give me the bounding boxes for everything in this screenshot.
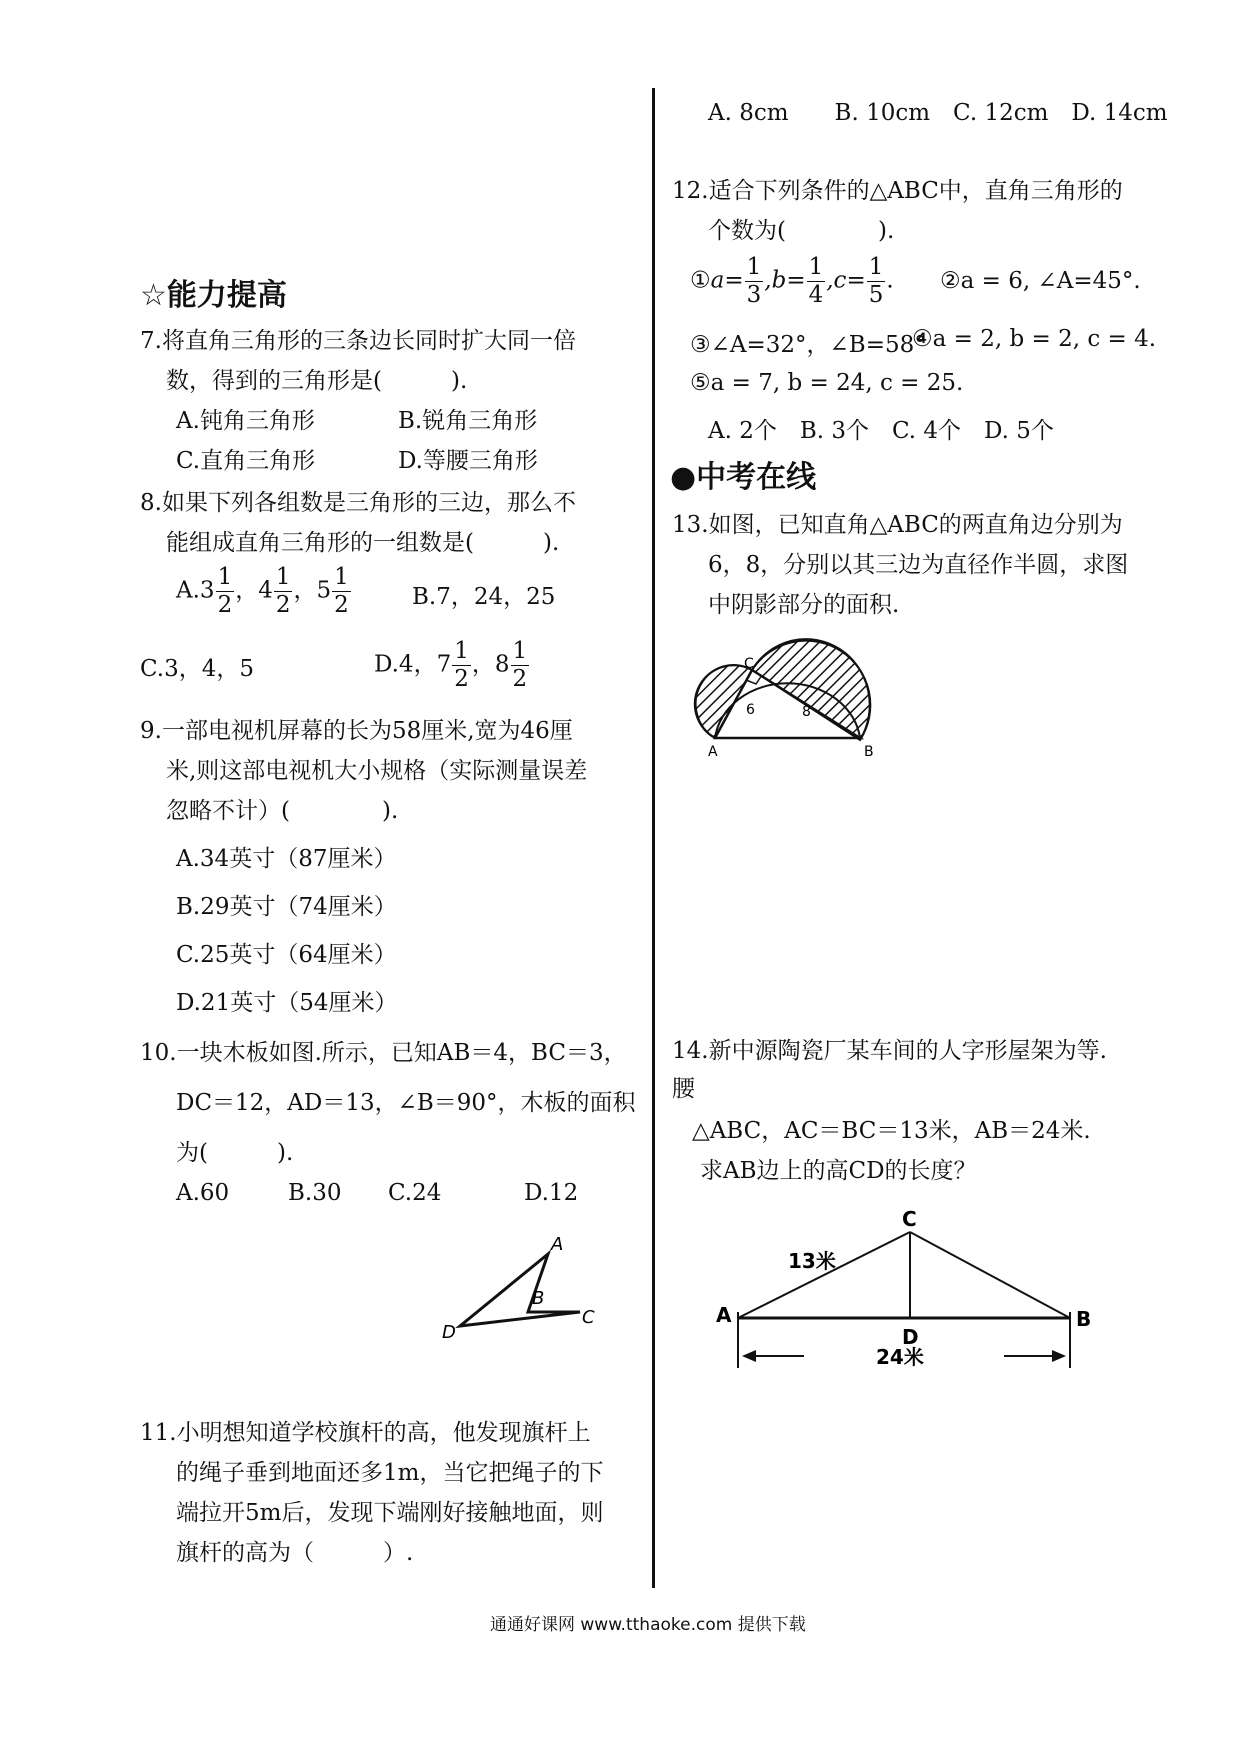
board-outline bbox=[460, 1254, 580, 1326]
q9-option-d: D.21英寸（54厘米） bbox=[176, 990, 398, 1016]
q11-stem-line2: 的绳子垂到地面还多1m，当它把绳子的下 bbox=[176, 1460, 604, 1486]
q12-condition-1: ①a= $\frac{1}{3}$ ,b= $\frac{1}{4}$ ,c= $\frac{1}{5}$ . bbox=[690, 254, 894, 308]
q12-condition-3: ③∠A=32°，∠B=58° bbox=[690, 332, 926, 358]
base-length-label: 24米 bbox=[876, 1345, 924, 1369]
fraction: $\frac{1}{2}$ bbox=[454, 638, 469, 692]
q14-stem-line4: 求AB边上的高CD的长度？ bbox=[700, 1158, 977, 1184]
q13-stem-line2: 6，8，分别以其三边为直径作半圆，求图 bbox=[708, 552, 1129, 578]
label-a: A bbox=[551, 1234, 564, 1255]
label-a: A bbox=[716, 1303, 732, 1327]
label-b: B bbox=[1076, 1307, 1092, 1331]
q9-stem-line2: 米,则这部电视机大小规格（实际测量误差 bbox=[166, 758, 588, 784]
label-c: C bbox=[744, 656, 754, 672]
q9-option-b: B.29英寸（74厘米） bbox=[176, 894, 397, 920]
q10-figure-board bbox=[430, 1232, 620, 1352]
q12-condition-4: ④a = 2, b = 2, c = 4. bbox=[912, 326, 1157, 352]
section-title-ability: ☆能力提高 bbox=[140, 278, 287, 313]
q13-figure-semicircles bbox=[680, 622, 900, 772]
fraction: $\frac{1}{4}$ bbox=[808, 254, 824, 308]
q14-stem-line3: △ABC，AC＝BC＝13米，AB＝24米. bbox=[692, 1118, 1091, 1144]
q10-option-a: A.60 bbox=[176, 1180, 230, 1206]
q10-option-c: C.24 bbox=[388, 1180, 442, 1206]
label-b: B bbox=[532, 1288, 545, 1309]
q12-stem-line1: 12.适合下列条件的△ABC中，直角三角形的 bbox=[672, 178, 1123, 204]
q8-option-b: B.7，24，25 bbox=[412, 584, 556, 610]
side-label-6: 6 bbox=[746, 702, 755, 718]
q11-stem-line4: 旗杆的高为（ ）. bbox=[176, 1540, 414, 1566]
side-bc bbox=[910, 1232, 1070, 1318]
side-length-label: 13米 bbox=[788, 1249, 836, 1273]
fraction: $\frac{1}{2}$ bbox=[512, 638, 528, 692]
shaded-lune-right bbox=[752, 641, 870, 740]
side-ac bbox=[738, 1232, 910, 1318]
q7-stem-line1: 7.将直角三角形的三条边长同时扩大同一倍 bbox=[140, 328, 576, 354]
q7-option-a: A.钝角三角形 bbox=[176, 408, 315, 434]
label-c: C bbox=[902, 1208, 917, 1231]
arrowhead-left bbox=[742, 1350, 756, 1362]
label-a: A bbox=[708, 744, 718, 760]
q10-stem-line1: 10.一块木板如图.所示，已知AB＝4，BC＝3， bbox=[140, 1040, 627, 1066]
q8-option-d: D.4，7 $\frac{1}{2}$ ，8 $\frac{1}{2}$ bbox=[374, 638, 528, 692]
label-d: D bbox=[902, 1325, 919, 1349]
q8-option-a: A.3 $\frac{1}{2}$ ，4 $\frac{1}{2}$ ，5 $\frac{1}{2}$ bbox=[176, 564, 349, 618]
label-d: D bbox=[442, 1322, 456, 1343]
column-divider bbox=[652, 88, 655, 1588]
q14-stem-line2: 腰 bbox=[672, 1076, 695, 1102]
fraction: $\frac{1}{2}$ bbox=[217, 564, 233, 618]
q8-option-c: C.3，4，5 bbox=[140, 656, 254, 682]
q14-stem-line1: 14.新中源陶瓷厂某车间的人字形屋架为等. bbox=[672, 1038, 1107, 1064]
q14-figure-roof-truss bbox=[700, 1208, 1100, 1388]
fraction: $\frac{1}{3}$ bbox=[746, 254, 762, 308]
q9-option-c: C.25英寸（64厘米） bbox=[176, 942, 397, 968]
q7-option-c: C.直角三角形 bbox=[176, 448, 316, 474]
q8-stem-line2: 能组成直角三角形的一组数是( ). bbox=[166, 530, 560, 556]
q10-option-b: B.30 bbox=[288, 1180, 342, 1206]
fraction: $\frac{1}{2}$ bbox=[275, 564, 291, 618]
q7-option-b: B.锐角三角形 bbox=[398, 408, 538, 434]
q11-options: A. 8cm B. 10cm C. 12cm D. 14cm bbox=[708, 100, 1168, 126]
label-b: B bbox=[864, 744, 874, 760]
fraction: $\frac{1}{2}$ bbox=[334, 564, 349, 618]
q12-options: A. 2个 B. 3个 C. 4个 D. 5个 bbox=[708, 418, 1054, 444]
q13-stem-line1: 13.如图，已知直角△ABC的两直角边分别为 bbox=[672, 512, 1123, 538]
q12-condition-5: ⑤a = 7, b = 24, c = 25. bbox=[690, 370, 964, 396]
section-title-exam-online: ●中考在线 bbox=[670, 460, 817, 495]
q9-stem-line3: 忽略不计）( ). bbox=[166, 798, 399, 824]
q10-stem-line3: 为( ). bbox=[176, 1140, 294, 1166]
q11-stem-line1: 11.小明想知道学校旗杆的高，他发现旗杆上 bbox=[140, 1420, 591, 1446]
q9-stem-line1: 9.一部电视机屏幕的长为58厘米,宽为46厘 bbox=[140, 718, 573, 744]
q13-stem-line3: 中阴影部分的面积. bbox=[708, 592, 900, 618]
q7-stem-line2: 数，得到的三角形是( ). bbox=[166, 368, 468, 394]
arrowhead-right bbox=[1052, 1350, 1066, 1362]
label-c: C bbox=[582, 1307, 595, 1328]
q12-stem-line2: 个数为( ). bbox=[708, 218, 895, 244]
q11-stem-line3: 端拉开5m后，发现下端刚好接触地面，则 bbox=[176, 1500, 604, 1526]
q12-condition-2: ②a = 6, ∠A=45°. bbox=[940, 268, 1141, 294]
q8-stem-line1: 8.如果下列各组数是三角形的三边，那么不 bbox=[140, 490, 576, 516]
q10-option-d: D.12 bbox=[524, 1180, 579, 1206]
q7-option-d: D.等腰三角形 bbox=[398, 448, 538, 474]
q10-stem-line2: DC＝12，AD＝13，∠B＝90°，木板的面积 bbox=[176, 1090, 636, 1116]
fraction: $\frac{1}{5}$ bbox=[868, 254, 884, 308]
footer-source: 通通好课网 www.tthaoke.com 提供下载 bbox=[490, 1615, 806, 1635]
side-label-8: 8 bbox=[802, 704, 811, 720]
q9-option-a: A.34英寸（87厘米） bbox=[176, 846, 397, 872]
